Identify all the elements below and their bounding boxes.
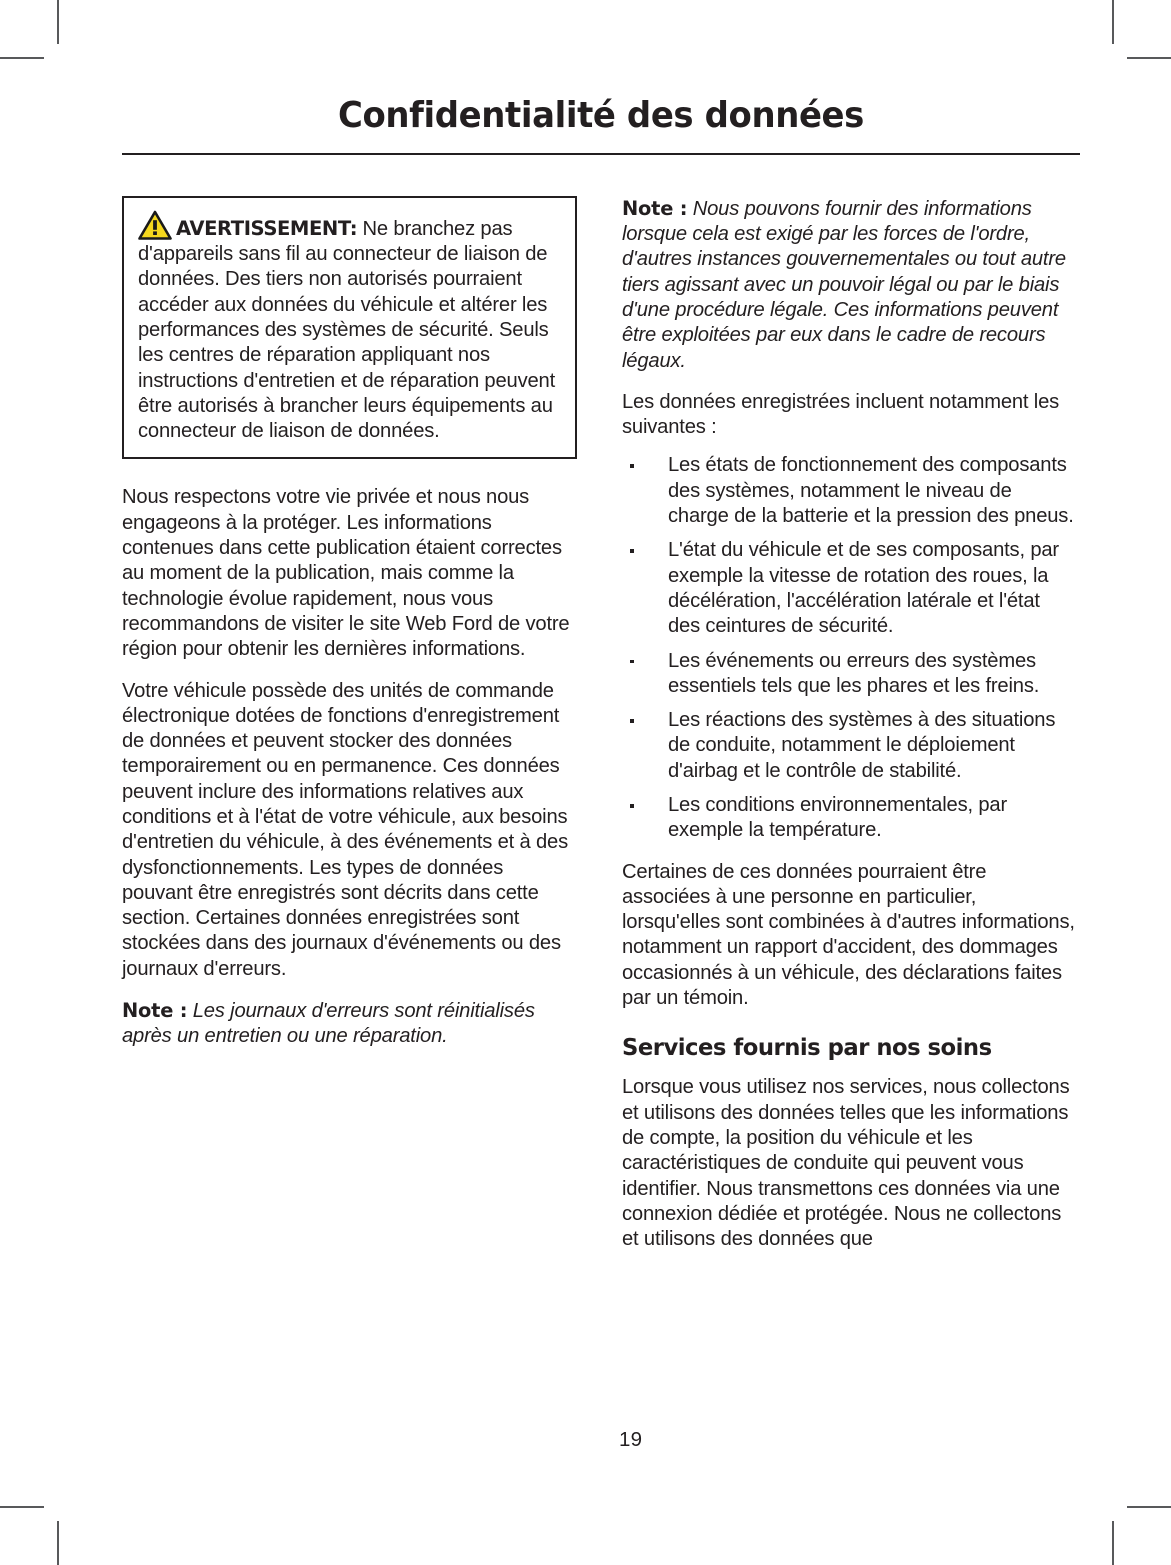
warning-label: AVERTISSEMENT: [176,216,358,240]
left-column [122,196,577,1269]
right-column [622,196,1077,1269]
list-item [622,793,1077,844]
list-item-label: Les conditions environnementales, par exemple la température. [668,793,1007,842]
crop-mark-top-left-vertical [57,0,59,44]
list-item [622,649,1077,700]
crop-mark-bottom-right-vertical [1112,1521,1114,1565]
left-note [122,998,577,1050]
bullet-dot-icon [630,549,634,553]
two-column-layout [122,196,1080,1269]
right-note-body: Nous pouvons fournir des informations lorsque cela est exigé par les forces de l'ordre, d'autres instances gouvernementales ou tout autre tiers agissant avec un pouvoir légal ou par le biais d'une procédure légale. Ces informations peuvent être exploitées par eux dans le cadre de recours légaux. [622,197,1066,372]
title-divider [122,153,1080,155]
list-item [622,453,1077,529]
left-paragraph-2: Votre véhicule possède des unités de commande électronique dotées de fonctions d'enregistrement de données et peuvent stocker des données temporairement ou en permanence. Ces données peuvent inclure des informations relatives aux conditions et à l'état de votre véhicule, aux besoins d'entretien du véhicule, à des événements et à des dysfonctionnements. Les types de données pouvant être enregistrés sont décrits dans cette section. Certaines données enregistrées sont stockées dans des journaux d'événements ou des journaux d'erreurs. [122,679,569,980]
left-note-label: Note : [122,999,188,1023]
page-content [122,96,1080,1456]
page-number: 19 [619,1428,643,1451]
warning-text [138,210,561,445]
list-item [622,538,1077,639]
warning-callout-box [122,196,577,460]
crop-mark-bottom-left-horizontal [0,1506,44,1508]
bullet-dot-icon [630,719,634,723]
crop-mark-top-left-horizontal [0,57,44,59]
left-note-body: Les journaux d'erreurs sont réinitialisés après un entretien ou une réparation. [122,1000,535,1048]
crop-mark-bottom-left-vertical [57,1521,59,1565]
right-note [622,196,1077,374]
bullet-dot-icon [630,464,634,468]
crop-mark-top-right-vertical [1112,0,1114,44]
bullet-dot-icon [630,660,634,664]
section-heading-services: Services fournis par nos soins [622,1033,992,1062]
right-paragraph-last: Lorsque vous utilisez nos services, nous collectons et utilisons des données telles que les informations de compte, la position du véhicule et les caractéristiques de conduite qui peuvent vous identifier. Nous transmettons ces données via une connexion dédiée et protégée. Nous ne collectons et utilisons des données que [622,1076,1070,1251]
page-title: Confidentialité des données [338,95,864,136]
list-item-label: L'état du véhicule et de ses composants, par exemple la vitesse de rotation des roues, la décélération, l'accélération latérale et l'état des ceintures de sécurité. [668,539,1059,638]
right-paragraph-after-bullets: Certaines de ces données pourraient être associées à une personne en particulier, lorsqu'elles sont combinées à d'autres informations, notamment un rapport d'accident, des dommages occasionnés à un véhicule, des déclarations faites par un témoin. [622,860,1075,1010]
left-paragraph-1: Nous respectons votre vie privée et nous nous engageons à la protéger. Les informations contenues dans cette publication étaient correctes au moment de la publication, mais comme la technologie évolue rapidement, nous vous recommandons de visiter le site Web Ford de votre région pour obtenir les dernières informations. [122,486,570,661]
list-item-label: Les états de fonctionnement des composants des systèmes, notamment le niveau de charge de la batterie et la pression des pneus. [668,454,1074,528]
list-intro-paragraph: Les données enregistrées incluent notamment les suivantes : [622,390,1060,439]
warning-body: Ne branchez pas d'appareils sans fil au connecteur de liaison de données. Des tiers non autorisés pourraient accéder aux données du véhicule et altérer les performances des systèmes de sécurité. Seuls les centres de réparation appliquant nos instructions d'entretien et de réparation peuvent être autorisés à brancher leurs équipements au connecteur de liaison de données. [138,217,556,443]
bullet-dot-icon [630,804,634,808]
list-item [622,708,1077,784]
right-note-label: Note : [622,196,688,220]
crop-mark-bottom-right-horizontal [1127,1506,1171,1508]
recorded-data-list [622,453,1077,843]
list-item-label: Les réactions des systèmes à des situations de conduite, notamment le déploiement d'airbag et le contrôle de stabilité. [668,709,1056,782]
crop-mark-top-right-horizontal [1127,57,1171,59]
warning-triangle-icon [138,210,172,240]
list-item-label: Les événements ou erreurs des systèmes essentiels tels que les phares et les freins. [668,649,1040,697]
